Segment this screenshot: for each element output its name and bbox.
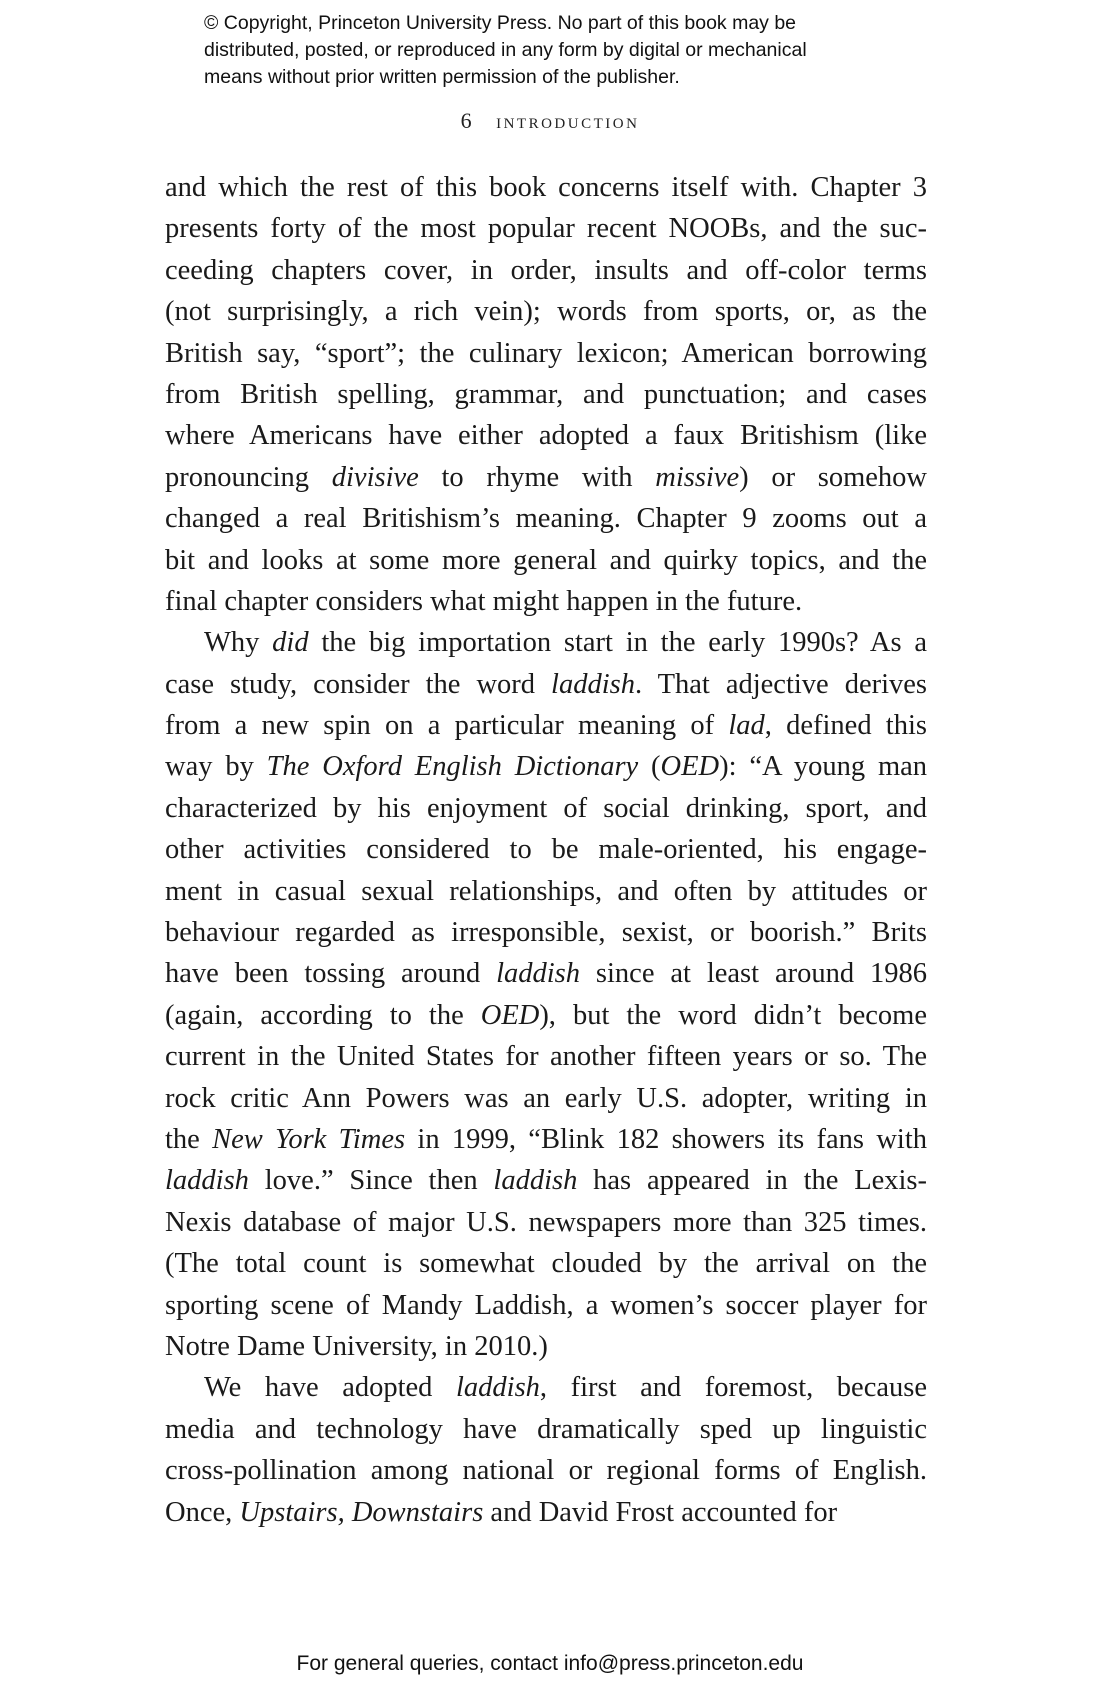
copyright-notice — [204, 10, 964, 91]
text-line: pronouncing divisive to rhyme with missive) or somehow — [165, 461, 927, 493]
text-line: way by The Oxford English Dictionary (OED): “A young man — [165, 751, 928, 783]
copyright-line: means without prior written permission of the publisher. — [204, 66, 680, 88]
text-line: media and technology have dramatically sped up linguistic — [165, 1413, 927, 1445]
text-line: current in the United States for another fifteen years or so. The — [165, 1041, 927, 1073]
text-line: behaviour regarded as irresponsible, sexist, or boorish.” Brits — [165, 917, 927, 949]
text-line: characterized by his enjoyment of social drinking, sport, and — [165, 792, 927, 824]
text-line: presents forty of the most popular recent NOOBs, and the suc- — [165, 213, 927, 245]
text-line: where Americans have either adopted a faux Britishism (like — [165, 420, 927, 452]
section-title: introduction — [496, 108, 640, 133]
text-line: rock critic Ann Powers was an early U.S. adopter, writing in — [165, 1082, 927, 1114]
copyright-line: distributed, posted, or reproduced in any form by digital or mechanical — [204, 39, 807, 61]
text-line: ment in casual sexual relationships, and often by attitudes or — [165, 875, 927, 907]
text-line: We have adopted laddish, first and foremost, because — [204, 1372, 927, 1404]
text-line: (again, according to the OED), but the word didn’t become — [165, 999, 927, 1031]
text-line: from a new spin on a particular meaning of lad, defined this — [165, 710, 927, 742]
text-line: ceeding chapters cover, in order, insults and off-color terms — [165, 254, 927, 286]
text-line: British say, “sport”; the culinary lexicon; American borrowing — [165, 337, 927, 369]
text-line: Once, Upstairs, Downstairs and David Frost accounted for — [165, 1496, 838, 1528]
text-line: cross-pollination among national or regional forms of English. — [165, 1455, 927, 1487]
text-line: (The total count is somewhat clouded by the arrival on the — [165, 1248, 927, 1280]
page-number: 6 — [460, 108, 473, 133]
text-line: the New York Times in 1999, “Blink 182 showers its fans with — [165, 1123, 927, 1155]
copyright-line: © Copyright, Princeton University Press. No part of this book may be — [204, 12, 797, 34]
text-line: laddish love.” Since then laddish has appeared in the Lexis- — [165, 1165, 928, 1197]
text-line: Nexis database of major U.S. newspapers more than 325 times. — [165, 1206, 927, 1238]
text-line: case study, consider the word laddish. That adjective derives — [165, 668, 927, 700]
text-line: Notre Dame University, in 2010.) — [165, 1330, 548, 1362]
text-line: Why did the big importation start in the early 1990s? As a — [204, 627, 927, 659]
text-line: sporting scene of Mandy Laddish, a women’s soccer player for — [165, 1289, 927, 1321]
footer-contact: For general queries, contact info@press.princeton.edu — [296, 1652, 804, 1675]
text-line: bit and looks at some more general and quirky topics, and the — [165, 544, 927, 576]
text-line: have been tossing around laddish since at least around 1986 — [165, 958, 927, 990]
body-text — [165, 167, 927, 1533]
text-line: changed a real Britishism’s meaning. Chapter 9 zooms out a — [165, 503, 927, 535]
running-head — [0, 108, 1100, 134]
text-line: from British spelling, grammar, and punctuation; and cases — [165, 378, 927, 410]
text-line: (not surprisingly, a rich vein); words from sports, or, as the — [165, 296, 927, 328]
text-line: and which the rest of this book concerns itself with. Chapter 3 — [165, 172, 927, 203]
text-line: other activities considered to be male-oriented, his engage- — [165, 834, 927, 866]
text-line: final chapter considers what might happen in the future. — [165, 585, 803, 617]
